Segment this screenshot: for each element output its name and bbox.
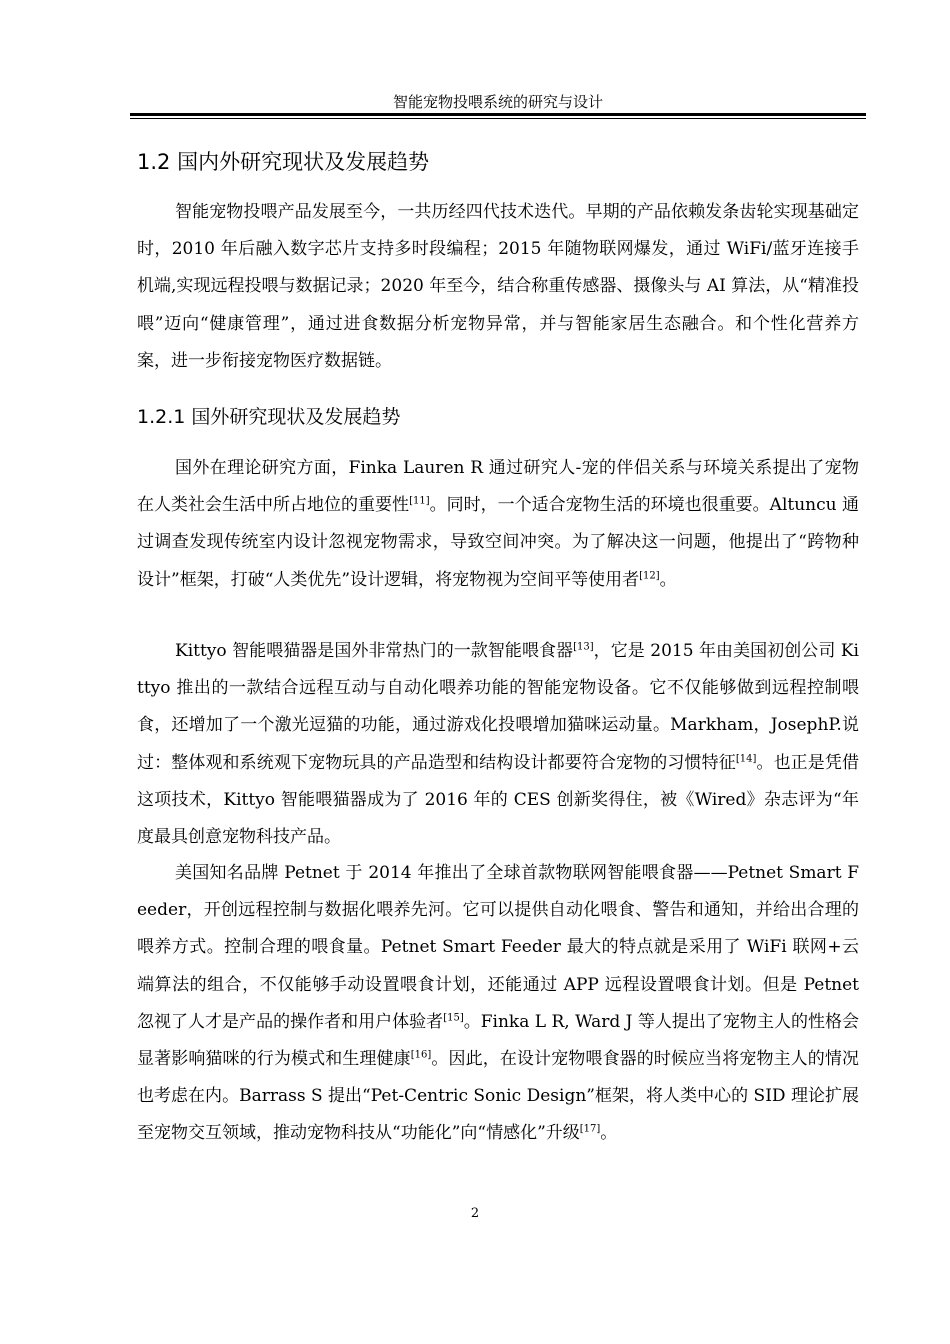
header-rule-thin — [130, 118, 866, 119]
paragraph-kittyo — [137, 633, 859, 856]
paragraph-petnet — [137, 855, 859, 1153]
running-header: 智能宠物投喂系统的研究与设计 — [392, 93, 603, 111]
citation-12: [12] — [639, 569, 660, 581]
paragraph-intro: 智能宠物投喂产品发展至今，一共历经四代技术迭代。早期的产品依赖发条齿轮实现基础定时，2010 年后融入数字芯片支持多时段编程；2015 年随物联网爆发，通过 WiFi/蓝牙连接手机端,实现远程投喂与数据记录；2020 年至今，结合称重传感器、摄像头与 AI 算法，从“精准投喂”迈向“健康管理”，通过进食数据分析宠物异常，并与智能家居生态融合。和个性化营养方案，进一步衔接宠物医疗数据链。 — [137, 202, 859, 371]
paragraph-text: ，它是 2015 年由美国初创公司 Kittyo 推出的一款结合远程互动与自动化喂养功能的智能宠物设备。它不仅能够做到远程控制喂食，还增加了一个激光逗猫的功能，通过游戏化投喂增加猫咪运动量。Markham，JosephP.说过：整体观和系统观下宠物玩具的产品造型和结构设计都要符合宠物的习惯特征 — [137, 641, 859, 773]
paragraph-text: 。同时，一个适合宠物生活的环境也很重要。Altuncu 通过调查发现传统室内设计忽视宠物需求，导致空间冲突。为了解决这一问题，他提出了“跨物种设计”框架，打破“人类优先”设计逻辑，将宠物视为空间平等使用者 — [137, 495, 859, 590]
paragraph-text: 。因此，在设计宠物喂食器的时候应当将宠物主人的情况也考虑在内。Barrass S 提出“Pet-Centric Sonic Design”框架，将人类中心的 SID 理论扩展至宠物交互领域，推动宠物科技从“功能化”向“情感化”升级 — [137, 1049, 860, 1144]
citation-13: [13] — [573, 641, 594, 653]
citation-14: [14] — [735, 752, 757, 764]
header-rule-thick — [130, 113, 866, 116]
paragraph-text: 。也正是凭借这项技术，Kittyo 智能喂猫器成为了 2016 年的 CES 创新奖得住，被《Wired》杂志评为“年度最具创意宠物科技产品。 — [137, 752, 860, 848]
citation-15: [15] — [443, 1012, 464, 1024]
page-number: 2 — [470, 1206, 480, 1221]
paragraph-text: Kittyo 智能喂猫器是国外非常热门的一款智能喂食器 — [175, 641, 574, 661]
paragraph-text: 国外在理论研究方面，Finka Lauren R 通过研究人-宠的伴侣关系与环境关系提出了宠物在人类社会生活中所占地位的重要性 — [137, 458, 859, 516]
paragraph-theory — [137, 450, 859, 599]
paragraph-text: 。 — [600, 1123, 618, 1144]
citation-16: [16] — [410, 1049, 432, 1061]
section-heading-1-2: 1.2 国内外研究现状及发展趋势 — [137, 150, 430, 174]
paragraph-text: 美国知名品牌 Petnet 于 2014 年推出了全球首款物联网智能喂食器——Petnet Smart Feeder，开创远程控制与数据化喂养先河。它可以提供自动化喂食、警告和通知，并给出合理的喂养方式。控制合理的喂食量。Petnet Smart Feeder 最大的特点就是采用了 WiFi 联网+云端算法的组合，不仅能够手动设置喂食计划，还能通过 APP 远程设置喂食计划。但是 Petnet 忽视了人才是产品的操作者和用户体验者 — [137, 863, 859, 1032]
citation-11: [11] — [409, 495, 430, 507]
citation-17: [17] — [579, 1123, 601, 1135]
paragraph-text: 。 — [659, 569, 677, 590]
section-heading-1-2-1: 1.2.1 国外研究现状及发展趋势 — [137, 406, 401, 428]
paragraph-text: 。Finka L R, Ward J 等人提出了宠物主人的性格会显著影响猫咪的行为模式和生理健康 — [137, 1011, 859, 1070]
